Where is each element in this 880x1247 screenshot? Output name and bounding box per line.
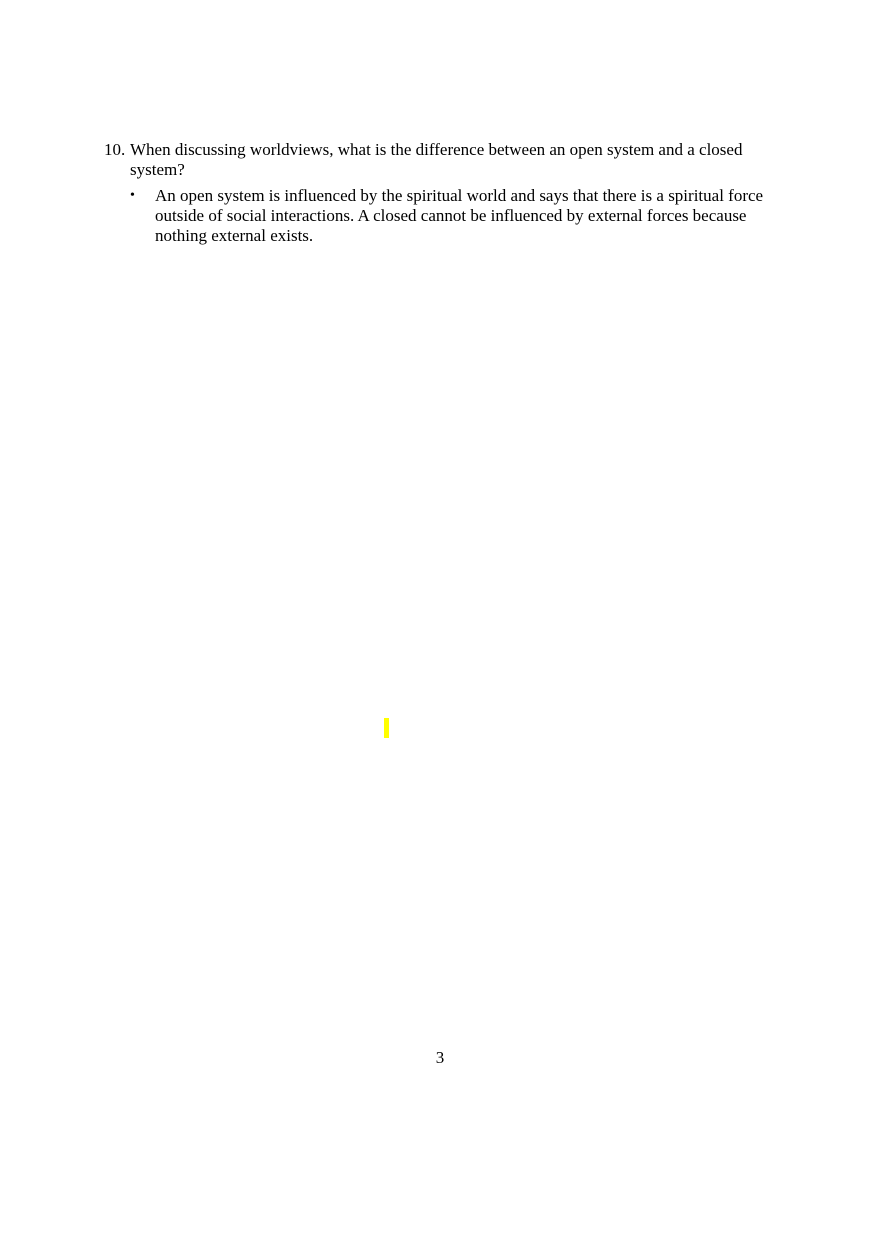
bullet-icon: • [130, 188, 135, 203]
answer-text: An open system is influenced by the spiritual world and says that there is a spiritual force outside of social interactions. A closed cannot be influenced by external forces because nothing external exists. [155, 186, 764, 245]
question-row [104, 140, 784, 180]
answer-list [104, 186, 784, 246]
question-number: 10. [104, 140, 126, 159]
list-item [130, 186, 784, 246]
question-text: When discussing worldviews, what is the difference between an open system and a closed system? [130, 140, 743, 179]
highlight-mark [384, 718, 389, 738]
page-number: 3 [435, 1048, 445, 1067]
question-block [104, 140, 784, 246]
